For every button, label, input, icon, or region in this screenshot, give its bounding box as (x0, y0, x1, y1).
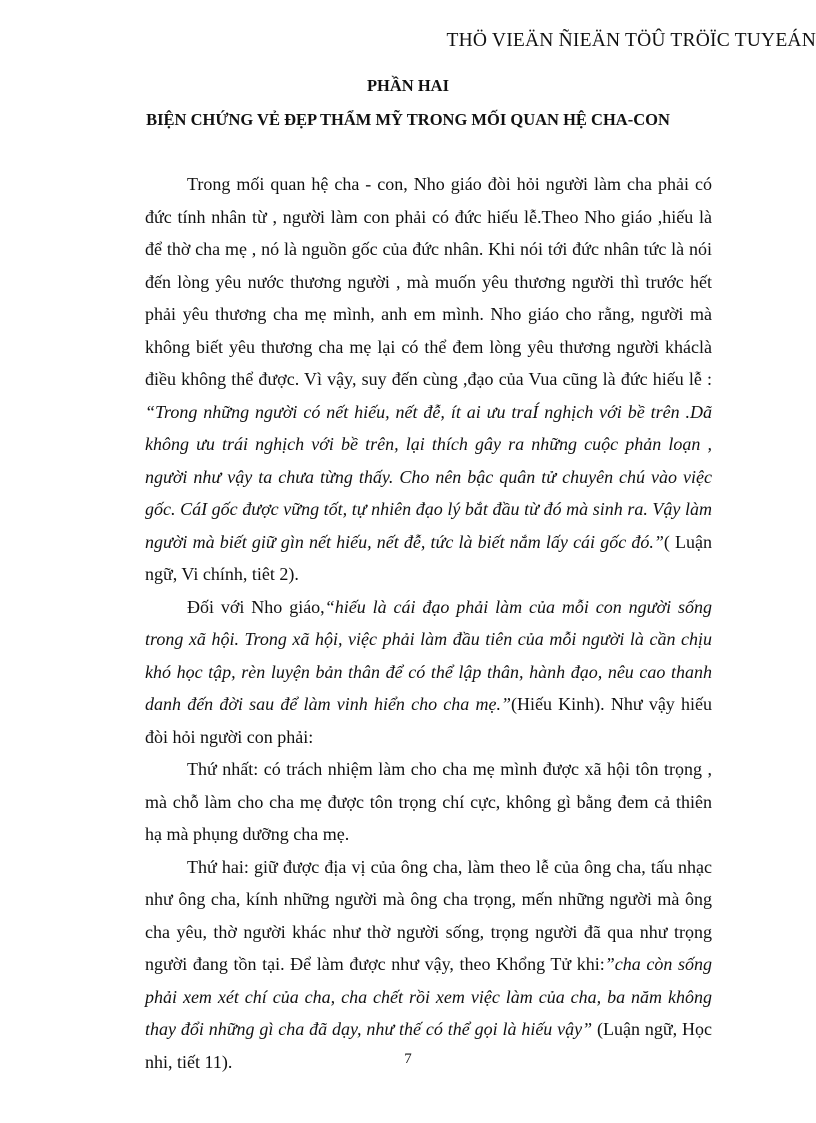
paragraph-text: Trong mối quan hệ cha - con, Nho giáo đòi hỏi người làm cha phải có đức tính nhân từ , người làm con phải có đức hiếu lễ.Theo Nho giáo ,hiếu là để thờ cha mẹ , nó là nguồn gốc của đức nhân. Khi nói tới đức nhân tức là nói đến lòng yêu nước thương người , mà muốn yêu thương người thì trước hết phải yêu thương cha mẹ mình, anh em mình. Nho giáo cho rằng, người mà không biết yêu thương cha mẹ lại có thể đem lòng yêu thương người kháclà điều không thể được. Vì vậy, suy đến cùng ,đạo của Vua cũng là đức hiếu lễ : (145, 174, 712, 389)
site-header: THÖ VIEÄN ÑIEÄN TÖÛ TRÖÏC TUYEÁN (446, 30, 816, 51)
paragraph-3 (145, 753, 712, 851)
citation: (Hiếu Kinh). Như vậy hiếu đòi hỏi người con phải: (145, 694, 712, 747)
paragraph-text: Thứ hai: giữ được địa vị của ông cha, làm theo lễ của ông cha, tấu nhạc như ông cha, kính những người mà ông cha trọng, mến những người mà ông cha yêu, thờ người khác như thờ người sống, trọng người đã qua như trọng người đang tồn tại. Để làm được như vậy, theo Khổng Tử khi: (145, 856, 712, 974)
quotation: “Trong những người có nết hiếu, nết đễ, ít ai ưu traÍ nghịch với bề trên .Dã không ưu trái nghịch với bề trên, lại thích gây ra những cuộc phản loạn , người như vậy ta chưa từng thấy. Cho nên bậc quân tử chuyên chú vào việc gốc. CáI gốc được vững tốt, tự nhiên đạo lý bắt đầu từ đó mà sinh ra. Vậy làm người mà biết giữ gìn nết hiếu, nết đễ, tức là biết nắm lấy cái gốc đó.” (145, 401, 712, 552)
section-title: BIỆN CHỨNG VẺ ĐẸP THẨM MỸ TRONG MỐI QUAN HỆ CHA-CON (146, 110, 670, 129)
quotation: ”cha còn sống phải xem xét chí của cha, cha chết rồi xem việc làm của cha, ba năm không thay đổi những gì cha đã dạy, như thế có thể gọi là hiếu vậy” (145, 954, 712, 1039)
paragraph-4 (145, 851, 712, 1079)
quotation: “hiếu là cái đạo phải làm của mỗi con người sống trong xã hội. Trong xã hội, việc phải làm đầu tiên của mỗi người là cần chịu khó học tập, rèn luyện bản thân để có thể lập thân, hành đạo, nêu cao thanh danh đến đời sau để làm vinh hiển cho cha mẹ.” (145, 596, 712, 714)
paragraph-2 (145, 591, 712, 754)
paragraph-text: Đối với Nho giáo, (187, 596, 325, 617)
paragraph-1 (145, 168, 712, 591)
page-number: 7 (404, 1051, 412, 1067)
section-label: PHẦN HAI (366, 76, 450, 95)
paragraph-text: Thứ nhất: có trách nhiệm làm cho cha mẹ mình được xã hội tôn trọng , mà chỗ làm cho cha mẹ được tôn trọng chí cực, không gì bằng đem cả thiên hạ mà phụng dưỡng cha mẹ. (145, 759, 712, 844)
citation: (Luận ngữ, Học nhi, tiết 11). (145, 1019, 712, 1072)
body-text (145, 168, 712, 1078)
citation: ( Luận ngữ, Vi chính, tiêt 2). (145, 531, 712, 584)
